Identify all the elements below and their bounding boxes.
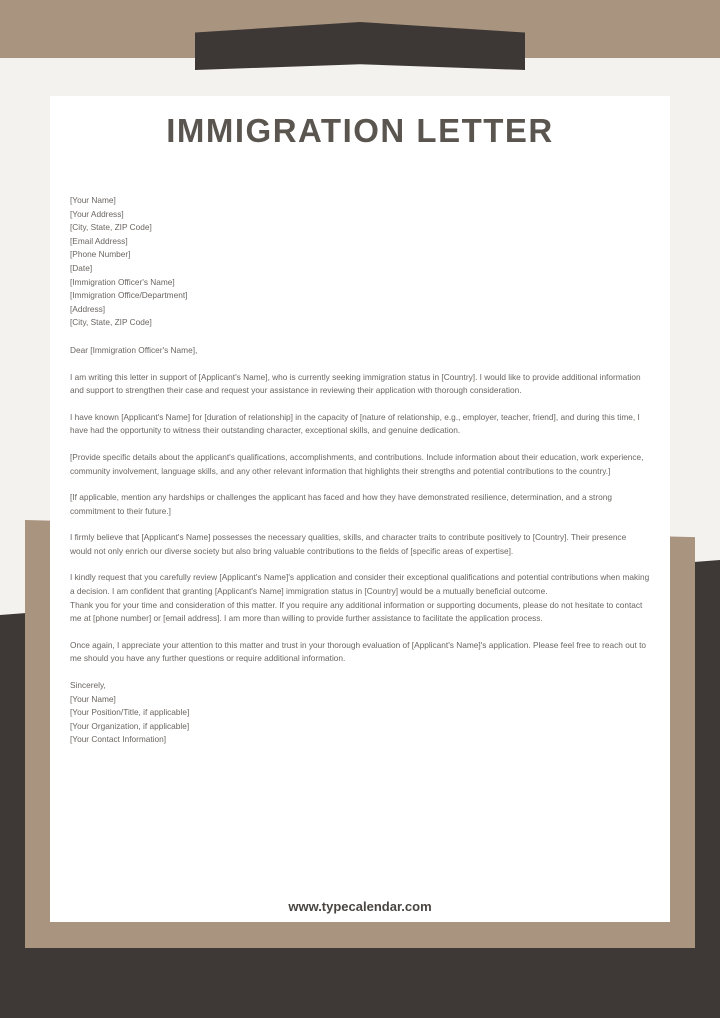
sender-line: [Phone Number] bbox=[70, 249, 131, 260]
closing-block bbox=[70, 679, 650, 747]
sender-line: [Email Address] bbox=[70, 235, 128, 246]
paragraph: Thank you for your time and consideration of this matter. If you require any additional information or supporting documents, please do not hesitate to contact me at [phone number] or [email address]. I am more than willing to provide further assistance to facilitate the application process. bbox=[70, 599, 643, 624]
paragraph: I kindly request that you carefully review [Applicant's Name]'s application and consider their exceptional qualifications and potential contributions when making a decision. I am confident that granting [Applicant's Name] immigration status in [Country] would be a mutually beneficial outcome. bbox=[70, 572, 650, 597]
sender-line: [Your Name] bbox=[70, 195, 116, 205]
paragraph: I have known [Applicant's Name] for [duration of relationship] in the capacity of [nature of relationship, e.g., employer, teacher, friend], and during this time, I have had the opportunity to witness their outstanding character, exceptional skills, and genuine dedication. bbox=[70, 411, 640, 436]
sender-block bbox=[70, 194, 650, 330]
footer-url: www.typecalendar.com bbox=[288, 899, 432, 914]
sender-line: [Date] bbox=[70, 262, 93, 273]
closing-line: [Your Name] bbox=[70, 693, 116, 704]
salutation: Dear [Immigration Officer's Name], bbox=[70, 344, 198, 355]
recipient-line: [Immigration Officer's Name] bbox=[70, 276, 175, 287]
closing-line: [Your Position/Title, if applicable] bbox=[70, 707, 190, 718]
closing-line: [Your Organization, if applicable] bbox=[70, 720, 190, 731]
page-title: IMMIGRATION LETTER bbox=[166, 112, 554, 149]
paragraph: Once again, I appreciate your attention to this matter and trust in your thorough evaluation of [Applicant's Name]'s application. Please feel free to reach out to me should you have any further questions or require additional information. bbox=[70, 639, 646, 664]
paragraph: [If applicable, mention any hardships or challenges the applicant has faced and how they have demonstrated resilience, determination, and a strong commitment to their future.] bbox=[70, 492, 612, 516]
paragraph: [Provide specific details about the applicant's qualifications, accomplishments, and contributions. Include information about their education, work experience, community involvement, language skills, and any other relevant information that highlights their strengths and potential contributions to the country.] bbox=[70, 451, 644, 476]
closing-line: [Your Contact Information] bbox=[70, 734, 167, 745]
sender-line: [Your Address] bbox=[70, 208, 124, 219]
paragraph: I firmly believe that [Applicant's Name] possesses the necessary qualities, skills, and character traits to contribute positively to [Country]. Their presence would not only enrich our diverse society but also bring valuable contributions to the fields of [specific areas of expertise]. bbox=[70, 532, 627, 556]
letter-body bbox=[70, 194, 650, 747]
closing-line: Sincerely, bbox=[70, 680, 106, 691]
recipient-line: [Address] bbox=[70, 303, 106, 314]
recipient-line: [Immigration Office/Department] bbox=[70, 290, 188, 301]
paragraph: I am writing this letter in support of [Applicant's Name], who is currently seeking immigration status in [Country]. I would like to provide additional information and support to strengthen their case and request your assistance in reviewing their application with thorough consideration. bbox=[70, 371, 641, 396]
sender-line: [City, State, ZIP Code] bbox=[70, 222, 152, 233]
recipient-line: [City, State, ZIP Code] bbox=[70, 317, 152, 328]
